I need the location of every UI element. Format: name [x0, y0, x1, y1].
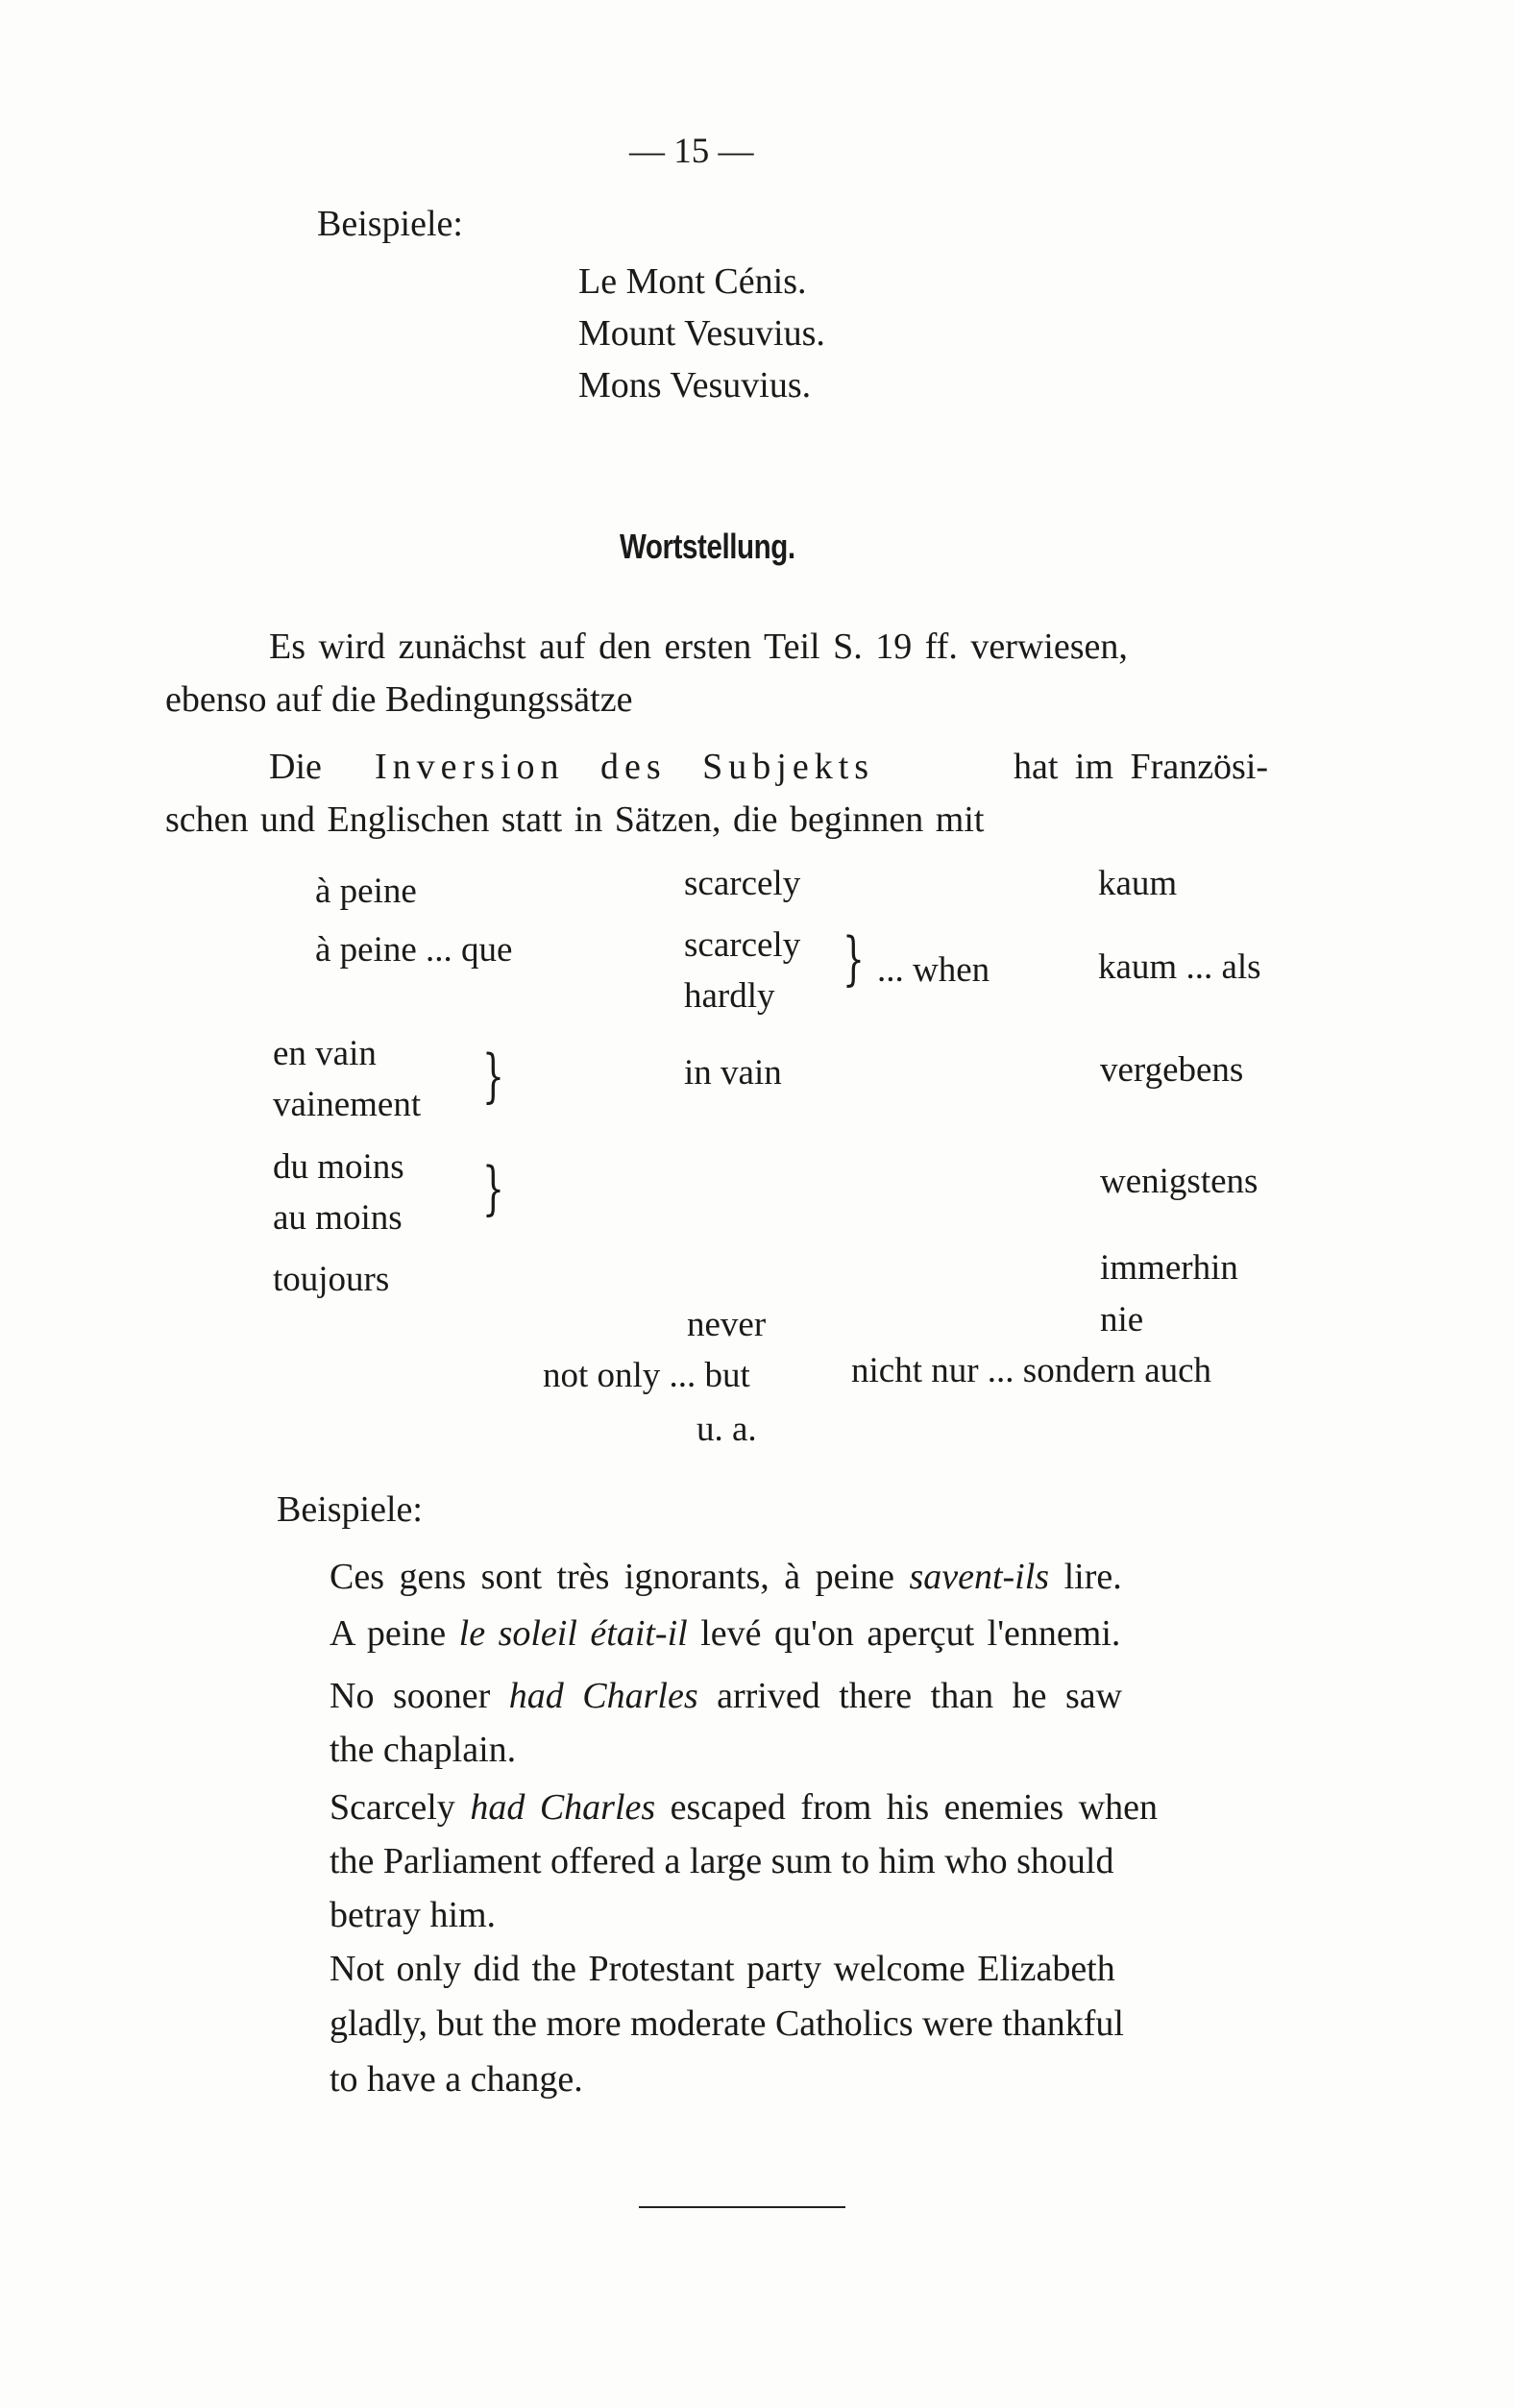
table-cell-fr: à peine — [315, 872, 417, 911]
table-cell-fr: du moins — [273, 1147, 404, 1187]
page-number: — 15 — — [629, 132, 754, 171]
sentence: No sooner had Charles arrived there than he saw — [330, 1676, 1123, 1716]
brace: } — [843, 925, 865, 993]
closing-rule — [639, 2206, 845, 2208]
example-line: Le Mont Cénis. — [578, 261, 807, 302]
paragraph-line: hat im Französi- — [1014, 747, 1269, 787]
examples-label: Beispiele: — [277, 1489, 423, 1530]
table-cell-de: immerhin — [1100, 1248, 1238, 1288]
section-heading: Wortstellung. — [620, 527, 795, 566]
example-line: Mons Vesuvius. — [578, 365, 812, 405]
table-cell-fr: à peine ... que — [315, 930, 513, 970]
table-cell-en: never — [687, 1305, 767, 1344]
example-line: Mount Vesuvius. — [578, 313, 825, 354]
sentence: A peine le soleil était-il levé qu'on aperçut l'ennemi. — [330, 1613, 1121, 1654]
sentence: the Parliament offered a large sum to him who should — [330, 1841, 1114, 1881]
table-cell-de: nicht nur ... sondern auch — [851, 1351, 1212, 1390]
table-cell-en: scarcely — [684, 864, 801, 903]
table-cell-fr: au moins — [273, 1198, 403, 1238]
table-cell-de: kaum ... als — [1098, 947, 1261, 987]
brace: } — [482, 1043, 504, 1110]
table-cell-en: not only ... but — [543, 1356, 750, 1395]
paragraph-line: schen und Englischen statt in Sätzen, die beginnen mit — [165, 799, 985, 840]
spaced-emphasis: Inversion des Subjekts — [375, 747, 875, 787]
brace: } — [482, 1155, 504, 1222]
sentence: to have a change. — [330, 2059, 583, 2100]
table-cell-de: wenigstens — [1100, 1162, 1258, 1201]
table-cell-fr: vainement — [273, 1085, 422, 1124]
table-cell-fr: en vain — [273, 1034, 377, 1073]
sentence: betray him. — [330, 1895, 497, 1935]
sentence: Scarcely had Charles escaped from his enemies when — [330, 1787, 1158, 1828]
table-cell-de: nie — [1100, 1300, 1144, 1339]
table-cell-en: scarcely — [684, 925, 801, 965]
table-cell-en: in vain — [684, 1053, 782, 1093]
table-cell-when: ... when — [877, 950, 990, 990]
paragraph-line: ebenso auf die Bedingungssätze — [165, 679, 633, 720]
sentence: Ces gens sont très ignorants, à peine savent-ils lire. — [330, 1557, 1122, 1597]
table-cell-fr: toujours — [273, 1260, 390, 1299]
examples-label: Beispiele: — [317, 204, 463, 244]
table-cell-en: hardly — [684, 976, 775, 1016]
sentence: the chaplain. — [330, 1730, 517, 1770]
paragraph-line: Die — [269, 747, 322, 787]
table-note: u. a. — [696, 1410, 757, 1449]
paragraph-line: Es wird zunächst auf den ersten Teil S. 19 ff. verwiesen, — [269, 627, 1128, 667]
table-cell-de: kaum — [1098, 864, 1178, 903]
table-cell-de: vergebens — [1100, 1050, 1244, 1090]
sentence: gladly, but the more moderate Catholics were thankful — [330, 2003, 1124, 2044]
sentence: Not only did the Protestant party welcome Elizabeth — [330, 1949, 1115, 1989]
